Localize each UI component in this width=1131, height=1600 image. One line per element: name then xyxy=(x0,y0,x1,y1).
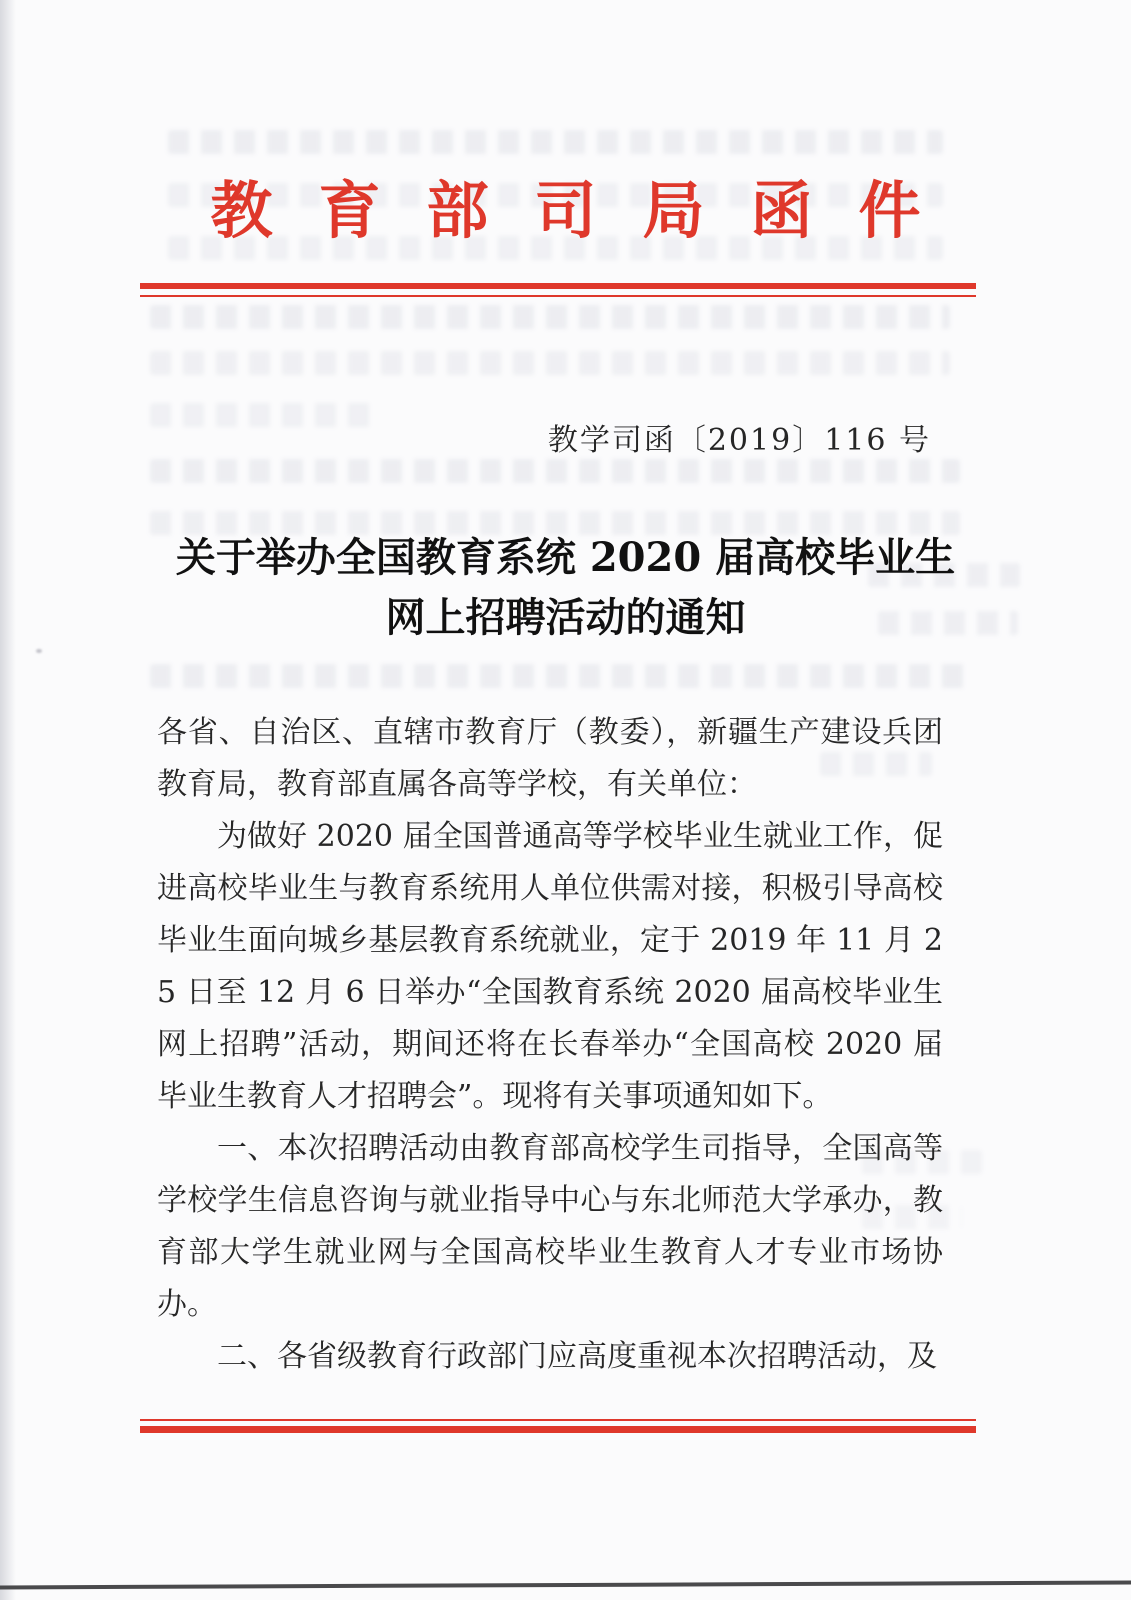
bleedthrough-ghost-row xyxy=(150,459,960,483)
document-title xyxy=(0,528,1131,648)
page-bottom-edge xyxy=(0,1580,1131,1589)
bleedthrough-ghost-row xyxy=(150,305,950,329)
body-paragraph: 一、本次招聘活动由教育部高校学生司指导，全国高等学校学生信息咨询与就业指导中心与东北师范大学承办，教育部大学生就业网与全国高校毕业生教育人才专业市场协办。 xyxy=(157,1131,943,1322)
document-title-line2: 网上招聘活动的通知 xyxy=(385,594,746,641)
footer-rule-thick xyxy=(140,1426,976,1433)
bleedthrough-ghost-row xyxy=(168,130,943,154)
document-body xyxy=(157,707,943,1383)
bleedthrough-ghost-row xyxy=(150,664,970,688)
document-kind-heading: 教育部司局函件 xyxy=(210,174,967,247)
scan-left-edge-shadow xyxy=(0,0,16,1600)
bleedthrough-ghost-row xyxy=(150,403,380,427)
letterhead-rule-thin xyxy=(140,295,976,297)
letterhead-rule-thick xyxy=(140,283,976,289)
document-title-line1: 关于举办全国教育系统 2020 届高校毕业生 xyxy=(175,534,956,581)
scan-speck xyxy=(36,649,42,653)
footer-rule-thin xyxy=(140,1419,976,1421)
body-paragraph: 二、各省级教育行政部门应高度重视本次招聘活动，及 xyxy=(217,1339,937,1374)
salutation-paragraph: 各省、自治区、直辖市教育厅（教委），新疆生产建设兵团教育局，教育部直属各高等学校，有关单位： xyxy=(157,715,943,802)
body-paragraph: 为做好 2020 届全国普通高等学校毕业生就业工作，促进高校毕业生与教育系统用人单位供需对接，积极引导高校毕业生面向城乡基层教育系统就业，定于 2019 年 11 月 25 日至 12 月 6 日举办“全国教育系统 2020 届高校毕业生网上招聘”活动，期间还将在长春举办“全国高校 2020 届毕业生教育人才招聘会”。现将有关事项通知如下。 xyxy=(157,819,943,1114)
bleedthrough-ghost-row xyxy=(150,351,950,375)
document-number: 教学司函〔2019〕116 号 xyxy=(547,423,931,458)
